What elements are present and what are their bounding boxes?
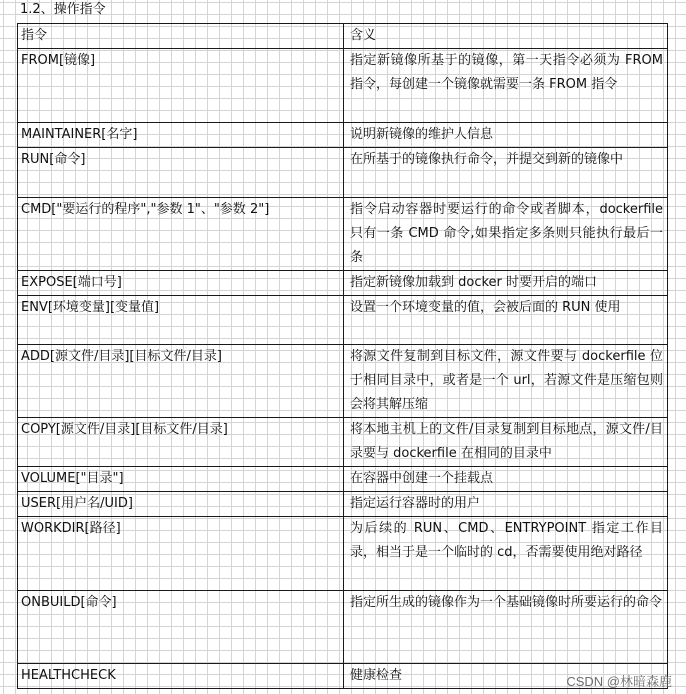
table-row: [18, 492, 668, 517]
instruction-cell: ENV[环境变量][变量值]: [18, 296, 344, 345]
instruction-cell: ONBUILD[命令]: [18, 591, 344, 664]
table-row: [18, 271, 668, 296]
table-header-row: [18, 24, 668, 49]
header-meaning: 含义: [344, 24, 668, 49]
table-row: [18, 591, 668, 664]
table-row: [18, 198, 668, 271]
meaning-cell: 指定运行容器时的用户: [344, 492, 668, 517]
instruction-cell: USER[用户名/UID]: [18, 492, 344, 517]
meaning-cell: 为后续的 RUN、CMD、ENTRYPOINT 指定工作目录，相当于是一个临时的 cd，否需要使用绝对路径: [344, 517, 668, 591]
instruction-cell: CMD["要运行的程序","参数 1"、"参数 2"]: [18, 198, 344, 271]
instruction-table: [17, 23, 668, 689]
instruction-cell: RUN[命令]: [18, 148, 344, 198]
meaning-cell: 指定新镜像加载到 docker 时要开启的端口: [344, 271, 668, 296]
header-instruction: 指令: [18, 24, 344, 49]
table-row: [18, 49, 668, 123]
instruction-cell: VOLUME["目录"]: [18, 467, 344, 492]
table-row: [18, 345, 668, 418]
instruction-cell: ADD[源文件/目录][目标文件/目录]: [18, 345, 344, 418]
meaning-cell: 将源文件复制到目标文件，源文件要与 dockerfile 位于相同目录中，或者是一个 url，若源文件是压缩包则会将其解压缩: [344, 345, 668, 418]
meaning-cell: 指定新镜像所基于的镜像，第一天指令必须为 FROM 指令，每创建一个镜像就需要一条 FROM 指令: [344, 49, 668, 123]
table-row: [18, 148, 668, 198]
instruction-cell: FROM[镜像]: [18, 49, 344, 123]
table-row: [18, 517, 668, 591]
meaning-cell: 在所基于的镜像执行命令，并提交到新的镜像中: [344, 148, 668, 198]
table-row: [18, 418, 668, 467]
instruction-cell: WORKDIR[路径]: [18, 517, 344, 591]
meaning-cell: 说明新镜像的维护人信息: [344, 123, 668, 148]
meaning-cell: 将本地主机上的文件/目录复制到目标地点，源文件/目录要与 dockerfile 在相同的目录中: [344, 418, 668, 467]
csdn-watermark: CSDN @林暗森鹿: [566, 674, 672, 689]
meaning-cell: 设置一个环境变量的值，会被后面的 RUN 使用: [344, 296, 668, 345]
meaning-cell: 健康检查: [344, 664, 668, 689]
table-row: [18, 296, 668, 345]
table-row: [18, 123, 668, 148]
instruction-cell: MAINTAINER[名字]: [18, 123, 344, 148]
table-row: [18, 467, 668, 492]
instruction-cell: COPY[源文件/目录][目标文件/目录]: [18, 418, 344, 467]
meaning-cell: 指定所生成的镜像作为一个基础镜像时所要运行的命令: [344, 591, 668, 664]
meaning-cell: 在容器中创建一个挂载点: [344, 467, 668, 492]
section-title: 1.2、操作指令: [20, 2, 106, 17]
instruction-cell: EXPOSE[端口号]: [18, 271, 344, 296]
instruction-cell: HEALTHCHECK: [18, 664, 344, 689]
meaning-cell: 指令启动容器时要运行的命令或者脚本，dockerfile 只有一条 CMD 命令,如果指定多条则只能执行最后一条: [344, 198, 668, 271]
